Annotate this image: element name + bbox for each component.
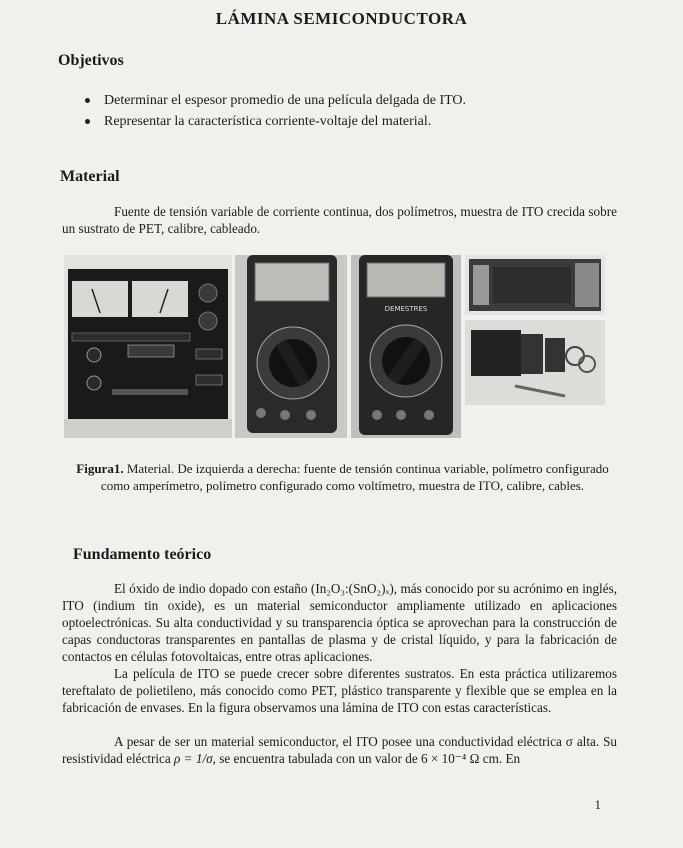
photo-voltmeter [351,255,461,438]
document-title: LÁMINA SEMICONDUCTORA [215,9,468,28]
material-paragraph [62,203,617,237]
objetivo-item: Representar la característica corriente-voltaje del material. [82,111,466,132]
p1-formula: In₂O₃:(SnO₂)ₓ [315,581,390,596]
figure-caption-text: Material. De izquierda a derecha: fuente de tensión continua variable, polímetro configurado como amperímetro, polímetro configurado como voltímetro, muestra de ITO, calibre, cables. [100,461,609,493]
heading-objetivos: Objetivos [58,52,124,69]
heading-fundamento: Fundamento teórico [73,546,212,563]
p1-post: ), más conocido por su acrónimo en inglés, ITO (indium tin oxide), es un material semiconductor ampliamente utilizado en aplicaciones optoelectrónicas. Su alta conductividad y su transparencia óptica se aprovechan para la construcción de capas conductoras transparentes en pantallas de plasma y de cristal líquido, y para la fabricación de contactos en células fotovoltaicas, entre otras aplicaciones. [62,581,618,664]
photo-ammeter [235,255,347,438]
p2-text: La película de ITO se puede crecer sobre diferentes sustratos. En esta práctica utilizaremos tereftalato de polietileno, más conocido como PET, plástico transparente y flexible que se emplea en la fabricación de envases. En la figura observamos una lámina de ITO con estas características. [62,666,617,715]
objetivo-item: Determinar el espesor promedio de una película delgada de ITO. [82,90,466,111]
p3-value: 6 × 10⁻⁴ Ω cm [421,751,499,766]
material-text: Fuente de tensión variable de corriente continua, dos polímetros, muestra de ITO crecida sobre un sustrato de PET, calibre, cableado. [62,204,617,236]
fundamento-paragraph-1 [62,580,617,665]
page-number: 1 [594,797,601,812]
p3-b: , se encuentra tabulada con un valor de [212,751,421,766]
photo-ito-sample [465,255,605,315]
photo-caliper-cables [465,320,605,405]
heading-material: Material [60,168,120,185]
figure-label: Figura1. [76,461,124,476]
figure-caption [70,460,615,494]
photo-power-supply [64,255,232,438]
p3-a: A pesar de ser un material semiconductor, el ITO posee una conductividad eléctrica σ alta. Su resistividad eléctrica [62,734,617,766]
fundamento-paragraph-3 [62,733,617,767]
p3-c: . En [498,751,521,766]
multimeter-brand-label: DEMESTRES [384,305,428,313]
p1-pre: El óxido de indio dopado con estaño ( [114,581,316,596]
objetivos-list [82,90,466,132]
fundamento-paragraph-2 [62,665,617,716]
p3-formula: ρ = 1/σ [174,751,213,766]
